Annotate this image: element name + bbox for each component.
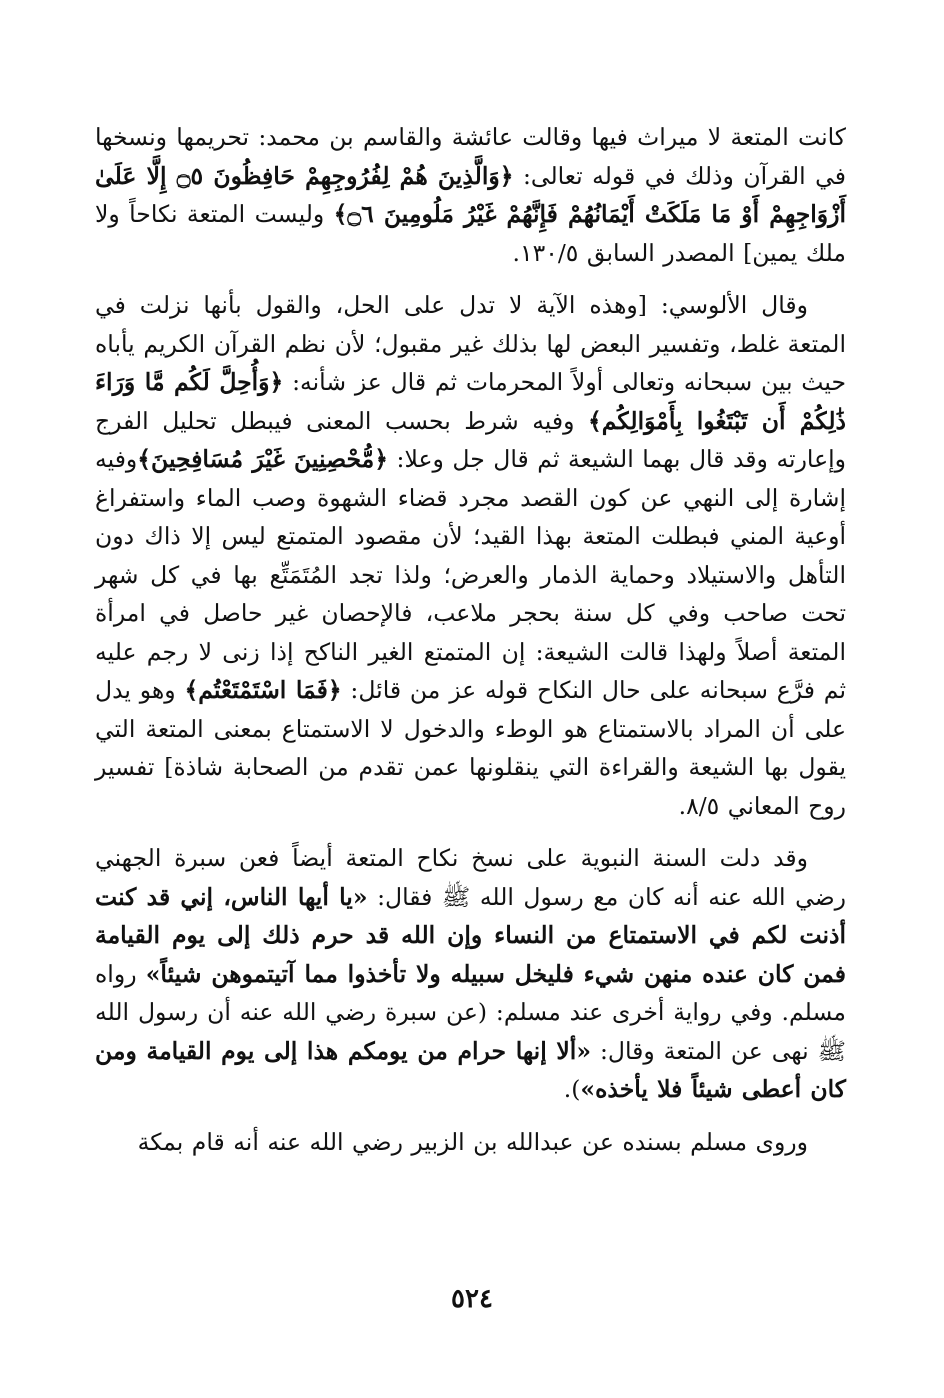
paragraph-4 [95,1123,846,1162]
paragraph-2-text-1: وقال الألوسي: [وهذه الآية لا تدل على الحل، والقول بأنها نزلت في المتعة غلط، وتفسير البعض لها بذلك غير مقبول؛ لأن نظم القرآن الكريم يأباه حيث بين سبحانه وتعالى أولاً المحرمات ثم قال عز شأنه: [95,291,846,396]
paragraph-3 [95,839,846,1109]
quran-verse-2: ﴿وَأُحِلَّ لَكُم مَّا وَرَاءَ ذَٰلِكُمْ أَن تَبْتَغُوا بِأَمْوَالِكُم﴾ [95,368,847,435]
paragraph-4-text-1: وروى مسلم بسنده عن عبدالله بن الزبير رضي الله عنه أنه قام بمكة [137,1127,808,1156]
quran-verse-3: ﴿مُّحْصِنِينَ غَيْرَ مُسَافِحِينَ﴾ [137,445,388,473]
paragraph-2-text-3: وفيه إشارة إلى النهي عن كون القصد مجرد قضاء الشهوة وصب الماء واستفراغ أوعية المني فبطلت المتعة بهذا القيد؛ لأن مقصود المتمتع ليس إلا ذاك دون التأهل والاستيلاد وحماية الذمار والعرض؛ ولذا تجد المُتَمَتِّع بها في كل شهر تحت صاحب وفي كل سنة بحجر ملاعب، فالإحصان غير حاصل في امرأة المتعة أصلاً ولهذا قالت الشيعة: إن المتمتع الغير الناكح إذا زنى لا رجم عليه ثم فرَّع سبحانه على حال النكاح قوله عز من قائل: [95,445,846,704]
hadith-quote-2: «ألا إنها حرام من يومكم هذا إلى يوم القيامة ومن كان أعطى شيئاً فلا يأخذه» [95,1036,846,1103]
paragraph-3-text-3: ). [563,1075,581,1103]
quran-verse-1: ﴿وَالَّذِينَ هُمْ لِفُرُوجِهِمْ حَافِظُونَ ۝٥ إِلَّا عَلَىٰ أَزْوَاجِهِمْ أَوْ مَا مَلَكَتْ أَيْمَانُهُمْ فَإِنَّهُمْ غَيْرُ مَلُومِينَ ۝٦﴾ [95,161,846,228]
paragraph-3-text-2: رواه مسلم. وفي رواية أخرى عند مسلم: (عن سبرة رضي الله عنه أن رسول الله ﷺ نهى عن المتعة وقال: [95,959,846,1065]
paragraph-3-text-1: وقد دلت السنة النبوية على نسخ نكاح المتعة أيضاً فعن سبرة الجهني رضي الله عنه أنه كان مع رسول الله ﷺ فقال: [95,844,846,911]
page-body [95,118,846,1175]
quran-verse-4: ﴿فَمَا اسْتَمْتَعْتُم﴾ [184,676,342,704]
paragraph-1 [95,118,846,272]
paragraph-2 [95,286,846,825]
hadith-quote-1: «يا أيها الناس، إني قد كنت أذنت لكم في الاستمتاع من النساء وإن الله قد حرم ذلك إلى يوم القيامة فمن كان عنده منهن شيء فليخل سبيله ولا تأخذوا مما آتيتموهن شيئاً» [95,882,846,988]
paragraph-1-text-1: كانت المتعة لا ميراث فيها وقالت عائشة والقاسم بن محمد: تحريمها ونسخها في القرآن وذلك في قوله تعالى: [95,123,846,190]
paragraph-2-text-2: وفيه شرط بحسب المعنى فيبطل تحليل الفرج وإعارته وقد قال بهما الشيعة ثم قال جل وعلا: [95,406,846,473]
paragraph-1-text-2: وليست المتعة نكاحاً ولا ملك يمين] المصدر السابق ١٣٠/٥. [95,200,846,267]
page-number: ٥٢٤ [451,1284,493,1314]
paragraph-2-text-4: وهو يدل على أن المراد بالاستمتاع هو الوطء والدخول لا الاستمتاع بمعنى المتعة التي يقول بها الشيعة والقراءة التي ينقلونها عمن تقدم من الصحابة شاذة] تفسير روح المعاني ٨/٥. [95,676,846,820]
